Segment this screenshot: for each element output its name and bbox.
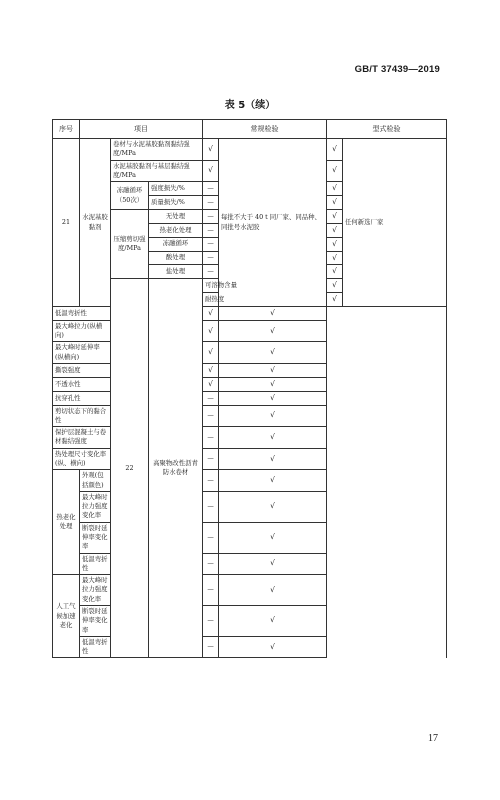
check-mark: √ <box>327 209 343 223</box>
check-mark: √ <box>327 139 343 161</box>
check-mark: √ <box>327 223 343 237</box>
standard-code: GB/T 37439—2019 <box>354 64 440 75</box>
dash-mark: — <box>203 182 219 196</box>
dash-mark: — <box>203 251 219 265</box>
dash-mark: — <box>203 605 219 636</box>
check-mark: √ <box>203 364 219 378</box>
sub-item-cell: 热老化处理 <box>149 223 203 237</box>
table-title: 表 5（续） <box>224 100 276 111</box>
dash-mark: — <box>203 427 219 449</box>
check-mark: √ <box>219 377 327 391</box>
check-mark: √ <box>203 377 219 391</box>
routine-text-cell: 每批不大于 40 t 同厂家、同品种、同批号水泥胶 <box>219 139 327 307</box>
inspection-table <box>52 119 447 658</box>
dash-mark: — <box>203 470 219 492</box>
sub-item-cell: 水泥基胶黏剂与基层黏结强度/MPa <box>111 160 203 182</box>
header-type: 型式检验 <box>327 120 447 139</box>
dash-mark: — <box>203 575 219 606</box>
dash-mark: — <box>203 405 219 427</box>
check-mark: √ <box>327 160 343 182</box>
sub-item-cell: 最大峰时拉力强度变化率 <box>80 575 111 606</box>
check-mark: √ <box>203 160 219 182</box>
sub-item-cell: 酸处理 <box>149 251 203 265</box>
check-mark: √ <box>219 405 327 427</box>
check-mark: √ <box>219 342 327 364</box>
sub-item-cell: 断裂时延伸率变化率 <box>80 522 111 553</box>
sub-item-cell: 撕裂强度 <box>53 364 111 378</box>
sub-item-cell: 外观(包括颜色) <box>80 470 111 492</box>
dash-mark: — <box>203 223 219 237</box>
check-mark: √ <box>219 553 327 575</box>
sub-item-cell: 耐热度 <box>203 293 327 307</box>
seq-cell: 21 <box>53 139 80 307</box>
sub-item-cell: 冻融循环 <box>149 237 203 251</box>
dash-mark: — <box>203 491 219 522</box>
sub-item-cell: 低温弯折性 <box>80 553 111 575</box>
sub-item-cell: 可溶物含量 <box>203 279 327 293</box>
table-row <box>53 139 447 161</box>
check-mark: √ <box>219 636 327 658</box>
page-number: 17 <box>428 733 438 744</box>
table-header-row <box>53 120 447 139</box>
check-mark: √ <box>219 320 327 342</box>
check-mark: √ <box>203 342 219 364</box>
sub-item-cell: 无处理 <box>149 209 203 223</box>
sub-item-cell: 低温弯折性 <box>53 307 111 321</box>
header-seq: 序号 <box>53 120 80 139</box>
dash-mark: — <box>203 448 219 470</box>
dash-mark: — <box>203 636 219 658</box>
group-cell: 热老化处理 <box>53 470 80 575</box>
check-mark: √ <box>219 575 327 606</box>
check-mark: √ <box>219 470 327 492</box>
sub-item-cell: 保护层混凝土与卷材黏结强度 <box>53 427 111 449</box>
sub-item-cell: 卷材与水泥基胶黏剂黏结强度/MPa <box>111 139 203 161</box>
dash-mark: — <box>203 522 219 553</box>
dash-mark: — <box>203 553 219 575</box>
group-cell: 压缩剪切强度/MPa <box>111 209 149 278</box>
check-mark: √ <box>219 522 327 553</box>
group-cell: 冻融循环（50次） <box>111 182 149 210</box>
check-mark: √ <box>327 293 343 307</box>
check-mark: √ <box>219 491 327 522</box>
sub-item-cell: 质量损失/% <box>149 196 203 210</box>
check-mark: √ <box>327 182 343 196</box>
sub-item-cell: 最大峰拉力(纵横向) <box>53 320 111 342</box>
sub-item-cell: 剪切状态下的黏合性 <box>53 405 111 427</box>
dash-mark: — <box>203 209 219 223</box>
dash-mark: — <box>203 391 219 405</box>
check-mark: √ <box>219 448 327 470</box>
check-mark: √ <box>327 237 343 251</box>
check-mark: √ <box>219 364 327 378</box>
item-name-cell: 水泥基胶黏剂 <box>80 139 111 307</box>
check-mark: √ <box>327 279 343 293</box>
sub-item-cell: 抗穿孔性 <box>53 391 111 405</box>
check-mark: √ <box>219 391 327 405</box>
sub-item-cell: 最大峰时延伸率(纵横向) <box>53 342 111 364</box>
sub-item-cell: 盐处理 <box>149 265 203 279</box>
header-routine: 常规检验 <box>203 120 327 139</box>
check-mark: √ <box>203 320 219 342</box>
check-mark: √ <box>327 251 343 265</box>
sub-item-cell: 断裂时延伸率变化率 <box>80 605 111 636</box>
group-cell: 人工气候加速老化 <box>53 575 80 658</box>
item-name-cell: 高聚物改性沥青防水卷材 <box>149 279 203 658</box>
sub-item-cell: 最大峰时拉力强度变化率 <box>80 491 111 522</box>
dash-mark: — <box>203 265 219 279</box>
sub-item-cell: 强度损失/% <box>149 182 203 196</box>
check-mark: √ <box>203 139 219 161</box>
seq-cell: 22 <box>111 279 149 658</box>
dash-mark: — <box>203 237 219 251</box>
header-item: 项目 <box>80 120 203 139</box>
check-mark: √ <box>327 196 343 210</box>
sub-item-cell: 热处理尺寸变化率(纵、横向) <box>53 448 111 470</box>
sub-item-cell: 低温弯折性 <box>80 636 111 658</box>
dash-mark: — <box>203 196 219 210</box>
check-mark: √ <box>219 605 327 636</box>
sub-item-cell: 不透水性 <box>53 377 111 391</box>
check-mark: √ <box>219 307 327 321</box>
check-mark: √ <box>219 427 327 449</box>
check-mark: √ <box>327 265 343 279</box>
check-mark: √ <box>203 307 219 321</box>
type-text-cell: 任何新选厂家 <box>343 139 447 307</box>
